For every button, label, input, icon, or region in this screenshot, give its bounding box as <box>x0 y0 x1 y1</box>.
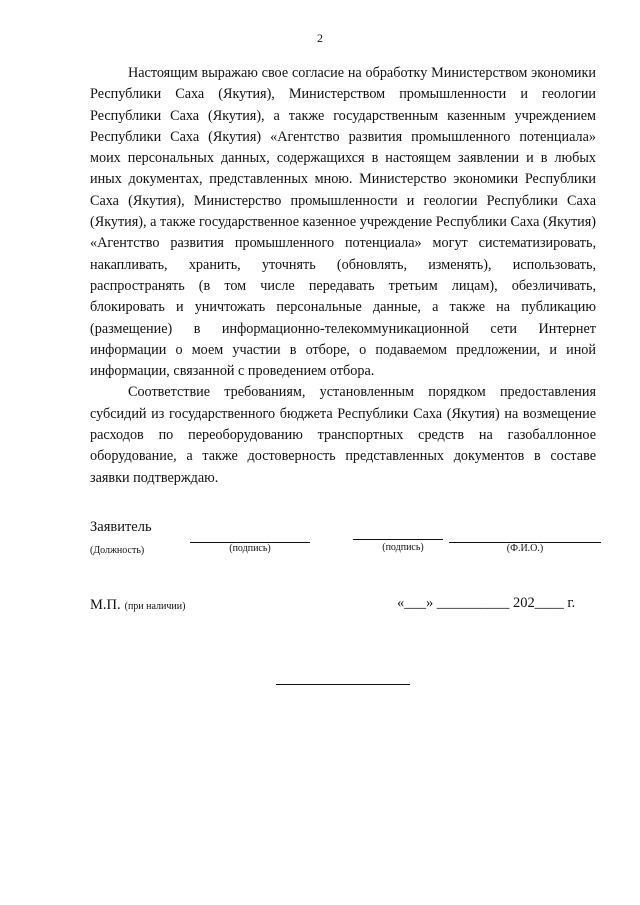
document-body <box>90 63 596 489</box>
signature-caption-2: (подпись) <box>382 542 424 553</box>
stamp-note: (при наличии) <box>124 601 186 612</box>
compliance-paragraph: Соответствие требованиям, установленным порядком предоставления субсидий из государственного бюджета Республики Саха (Якутия) на возмещение расходов по переоборудованию транспортных средств на газобаллонное оборудование, а также достоверность представленных документов в составе заявки подтверждаю. <box>90 384 596 486</box>
position-caption: (Должность) <box>90 545 145 556</box>
signature-caption-1: (подпись) <box>229 543 271 554</box>
page-number: 2 <box>317 31 323 45</box>
stamp-label: М.П. <box>90 597 121 613</box>
applicant-label: Заявитель <box>90 519 152 535</box>
name-caption: (Ф.И.О.) <box>506 543 544 554</box>
stamp-block <box>90 596 185 614</box>
date-line: «___» __________ 202____ г. <box>397 595 576 611</box>
signature-line-2 <box>353 539 443 540</box>
bottom-separator <box>276 684 410 685</box>
consent-paragraph: Настоящим выражаю свое согласие на обработку Министерством экономики Республики Саха (Якутия), Министерством промышленности и геологии Республики Саха (Якутия), а также государственным казенным учреждением Республики Саха (Якутия) «Агентство развития промышленного потенциала» моих персональных данных, содержащихся в настоящем заявлении и в любых иных документах, представленных мною. Министерство экономики Республики Саха (Якутия), Министерство промышленности и геологии Республики Саха (Якутия), а также государственное казенное учреждение Республики Саха (Якутия) «Агентство развития промышленного потенциала» могут систематизировать, накапливать, хранить, уточнять (обновлять, изменять), использовать, распространять (в том числе передавать третьим лицам), обезличивать, блокировать и уничтожать персональные данные, а также на публикацию (размещение) в информационно-телекоммуникационной сети Интернет информации о моем участии в отборе, о подаваемом предложении, и иной информации, связанной с проведением отбора. <box>90 65 596 380</box>
